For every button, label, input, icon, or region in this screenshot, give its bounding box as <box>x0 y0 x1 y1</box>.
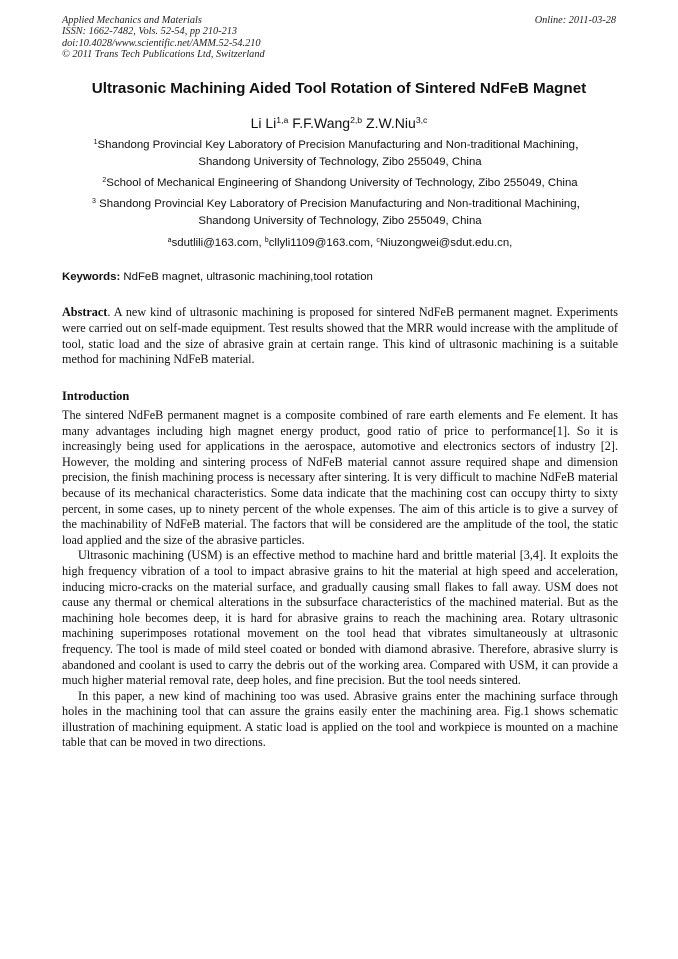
author-sup: 2,b <box>350 115 363 126</box>
body-paragraph: In this paper, a new kind of machining too was used. Abrasive grains enter the machining surface through holes in the machining tool that can assure the grains easily enter the machining area. Fig.1 shows schematic illustration of machining equipment. A static load is applied on the tool and workpiece is mounted on a machine table that can be moved in two directions. <box>62 688 618 750</box>
abstract-text: . A new kind of ultrasonic machining is proposed for sintered NdFeB permanent magnet. Experiments were carried out on self-made equipment. Test results showed that the MRR would increase with the amplitude of tool, static load and the size of abrasive grain at certain range. This kind of ultrasonic machining is a suitable method for machining NdFeB material. <box>62 305 618 367</box>
email-sup: a <box>167 237 172 245</box>
affiliation-line: Shandong University of Technology, Zibo 255049, China <box>198 214 482 227</box>
journal-copyright: © 2011 Trans Tech Publications Ltd, Switzerland <box>62 49 265 61</box>
affiliation-sup: 1 <box>93 139 98 147</box>
affiliation-line: School of Mechanical Engineering of Shandong University of Technology, Zibo 255049, China <box>106 177 578 189</box>
email-sup: b <box>264 237 269 245</box>
author-emails <box>62 235 618 251</box>
affiliation-sup: 2 <box>102 177 107 185</box>
author-sup: 3,c <box>415 115 428 126</box>
keywords <box>62 270 618 285</box>
affiliation-2 <box>62 175 618 192</box>
body-paragraph: The sintered NdFeB permanent magnet is a composite combined of rare earth elements and Fe element. It has many advantages including high magnet energy product, good ratio of price to performance[1]. So it is increasingly being used for applications in the aerospace, automotive and electronics sectors of industry [2]. However, the molding and sintering process of NdFeB material cannot assure required shape and dimension precision, the finish machining process is necessary after sintering. It is very difficult to machine NdFeB material because of its mechanical characteristics. Some data indicate that the machining cost can occupy thirty to sixty percent, in some cases, up to ninety percent of the whole expenses. The aim of this article is to give a survey of the machinability of NdFeB material. The factors that will be considered are the amplitude of the tool, the static load applied and the size of the abrasive particles. <box>62 408 618 547</box>
affiliation-line: Shandong Provincial Key Laboratory of Precision Manufacturing and Non-traditional Machining， <box>95 198 588 210</box>
journal-issn: ISSN: 1662-7482, Vols. 52-54, pp 210-213 <box>62 26 238 38</box>
affiliation-line: Shandong Provincial Key Laboratory of Precision Manufacturing and Non-traditional Machining， <box>97 139 587 151</box>
keywords-label: Keywords: <box>62 271 121 283</box>
introduction-body <box>62 408 618 751</box>
affiliation-sup: 3 <box>92 198 96 206</box>
author-list <box>40 114 638 132</box>
affiliation-1 <box>62 137 618 170</box>
keywords-text: NdFeB magnet, ultrasonic machining,tool rotation <box>120 271 373 283</box>
section-heading-introduction: Introduction <box>62 389 130 403</box>
email-text: Niuzongwei@sdut.edu.cn, <box>379 237 513 249</box>
email-text: sdutlili@163.com, <box>171 237 265 249</box>
paper-title: Ultrasonic Machining Aided Tool Rotation of Sintered NdFeB Magnet <box>91 80 587 97</box>
affiliation-3 <box>62 196 618 229</box>
author-name: Li Li <box>250 115 277 131</box>
body-paragraph: Ultrasonic machining (USM) is an effective method to machine hard and brittle material [3,4]. It exploits the high frequency vibration of a tool to impact abrasive grains to hit the material at high speed and acceleration, inducing micro-cracks on the material surface, and gradually causing small flakes to fall away. USM does not cause any thermal or chemical alterations in the subsurface characteristics of the machined material. But as the machining hole becomes deep, it is hard for abrasive grains to reach the machining area. Rotary ultrasonic machining superimposes rotational movement on the tool head that vibrates simultaneously at ultrasonic frequency. The tool is made of mild steel coated or bonded with diamond abrasive. Therefore, abrasive slurry is abandoned and coolant is used to carry the debris out of the working area. Compared with USM, it can provide a much higher material removal rate, deep holes, and fine precision. But the tool needs sintered. <box>62 548 618 688</box>
journal-doi: doi:10.4028/www.scientific.net/AMM.52-54.210 <box>62 37 261 49</box>
abstract-label: Abstract <box>62 305 108 319</box>
abstract <box>62 305 618 368</box>
author-name: Z.W.Niu <box>366 115 416 131</box>
author-sup: 1,a <box>276 115 289 126</box>
online-date: Online: 2011-03-28 <box>534 15 616 26</box>
email-sup: c <box>376 237 380 245</box>
affiliation-line: Shandong University of Technology, Zibo 255049, China <box>198 155 482 168</box>
author-name: F.F.Wang <box>292 115 351 131</box>
email-text: cllyli1109@163.com, <box>268 237 377 249</box>
journal-header <box>62 15 618 61</box>
journal-name: Applied Mechanics and Materials <box>62 15 202 26</box>
